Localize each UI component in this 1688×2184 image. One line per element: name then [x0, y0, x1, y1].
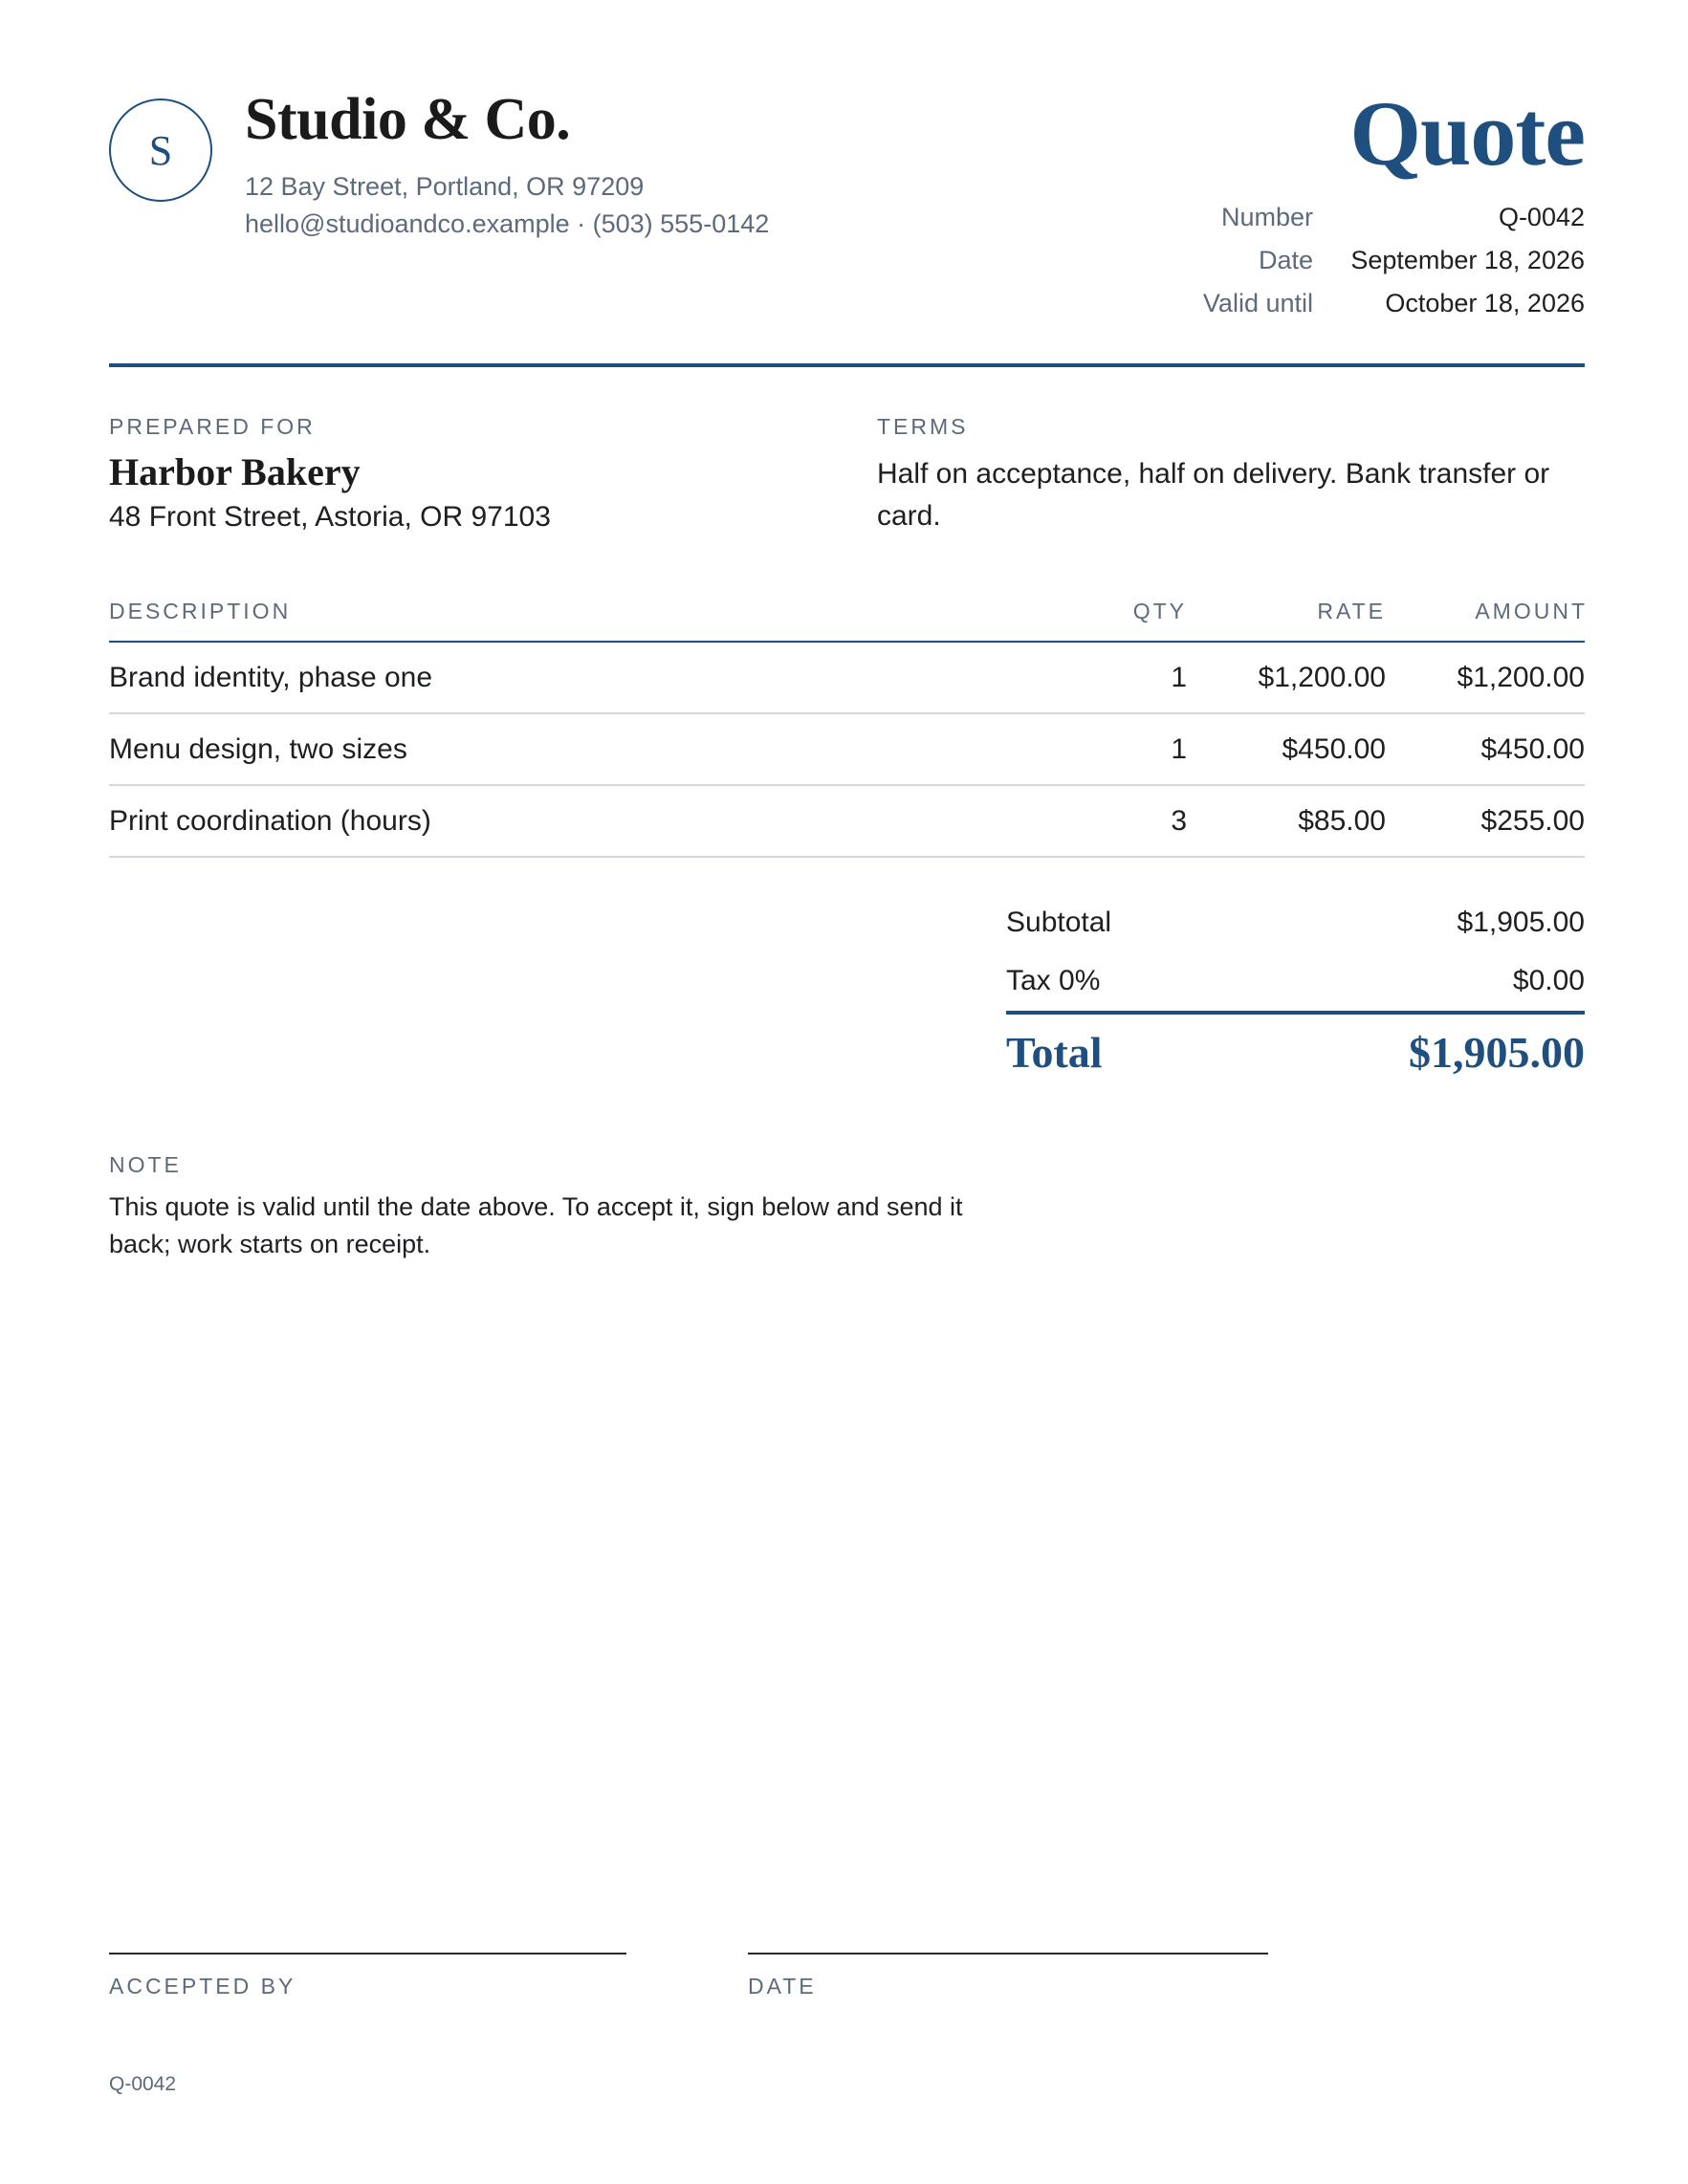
header-divider [109, 363, 1585, 367]
note-label: NOTE [109, 1152, 182, 1177]
row-description: Brand identity, phase one [109, 662, 433, 693]
row-qty: 1 [1171, 662, 1187, 693]
table-row [109, 643, 1585, 714]
tax-label: Tax 0% [1006, 965, 1101, 996]
row-rate: $450.00 [1282, 733, 1386, 765]
total-value: $1,905.00 [1409, 1028, 1585, 1077]
row-qty: 3 [1171, 805, 1187, 837]
total-label: Total [1006, 1028, 1103, 1077]
column-header-description: DESCRIPTION [109, 599, 292, 623]
table-row [109, 714, 1585, 786]
logo-letter: S [148, 126, 173, 174]
client-address: 48 Front Street, Astoria, OR 97103 [109, 501, 551, 533]
row-description: Print coordination (hours) [109, 805, 431, 837]
meta-number-value: Q-0042 [1498, 203, 1585, 231]
column-header-amount: AMOUNT [1475, 599, 1588, 623]
company-name: Studio & Co. [245, 87, 571, 152]
subtotal-value: $1,905.00 [1457, 906, 1585, 938]
row-rate: $1,200.00 [1258, 662, 1386, 693]
accepted-by-label: ACCEPTED BY [109, 1974, 296, 1998]
company-address: 12 Bay Street, Portland, OR 97209 [245, 172, 645, 201]
meta-number-label: Number [1220, 203, 1313, 231]
meta-date-value: September 18, 2026 [1350, 246, 1585, 274]
document-title: Quote [1349, 82, 1585, 185]
row-amount: $1,200.00 [1457, 662, 1585, 693]
accepted-by-signature-line [109, 1953, 626, 1955]
column-header-qty: QTY [1132, 599, 1187, 623]
client-name: Harbor Bakery [109, 450, 361, 493]
row-amount: $255.00 [1480, 805, 1585, 837]
company-logo [109, 98, 212, 202]
meta-date-label: Date [1258, 246, 1313, 274]
row-qty: 1 [1171, 733, 1187, 765]
note-text: This quote is valid until the date above. To accept it, sign below and send it back; work starts on receipt. [109, 1192, 963, 1258]
tax-value: $0.00 [1512, 965, 1585, 996]
row-description: Menu design, two sizes [109, 733, 407, 765]
footer-document-id: Q-0042 [109, 2073, 177, 2095]
meta-valid-until-value: October 18, 2026 [1385, 289, 1585, 317]
column-header-rate: RATE [1317, 599, 1386, 623]
date-signature-line [748, 1953, 1268, 1955]
company-contact: hello@studioandco.example · (503) 555-0142 [245, 209, 770, 238]
table-row [109, 786, 1585, 858]
signature-date-label: DATE [748, 1974, 817, 1998]
prepared-for-label: PREPARED FOR [109, 414, 316, 439]
terms-text: Half on acceptance, half on delivery. Bank transfer or card. [877, 458, 1550, 532]
row-rate: $85.00 [1298, 805, 1386, 837]
meta-valid-until-label: Valid until [1202, 289, 1313, 317]
row-amount: $450.00 [1480, 733, 1585, 765]
terms-label: TERMS [877, 414, 969, 439]
total-divider [1006, 1011, 1585, 1015]
subtotal-label: Subtotal [1006, 906, 1112, 938]
